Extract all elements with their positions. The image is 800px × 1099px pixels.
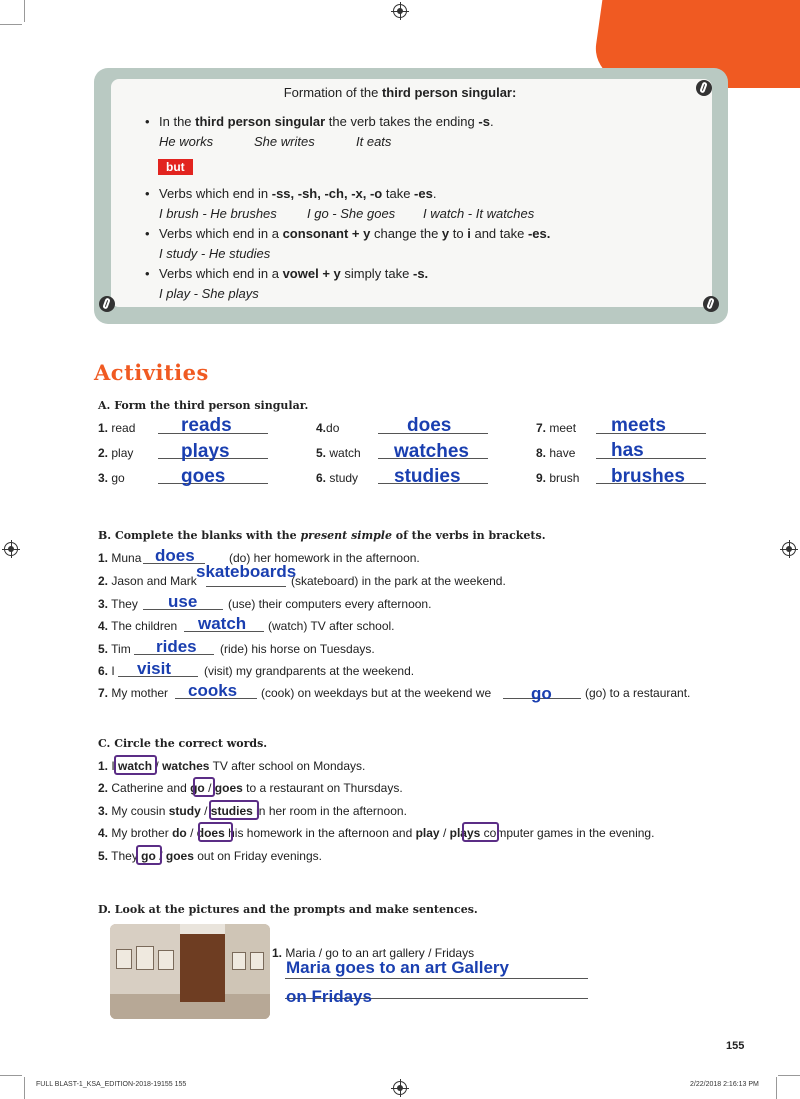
section-b-rest: (watch) TV after school. bbox=[268, 619, 395, 633]
crop-mark bbox=[776, 1077, 777, 1099]
section-a-item: 8. have bbox=[536, 446, 576, 460]
section-a-item: 3. go bbox=[98, 471, 125, 485]
option-word[interactable]: plays bbox=[449, 826, 481, 840]
section-a-item: 9. brush bbox=[536, 471, 580, 485]
section-b-rest: (skateboard) in the park at the weekend. bbox=[291, 574, 506, 588]
answer-line[interactable] bbox=[285, 978, 588, 979]
section-c-item: 2. Catherine and go / goes to a restaurant on Thursdays. bbox=[98, 781, 403, 795]
answer-circle bbox=[462, 822, 499, 842]
section-c-item: 4. My brother do / does his homework in the afternoon and play / plays computer games in the evening. bbox=[98, 826, 655, 840]
footer-right: 2/22/2018 2:16:13 PM bbox=[690, 1081, 759, 1088]
section-b-rest: (cook) on weekdays but at the weekend we bbox=[261, 686, 492, 700]
footer-left: FULL BLAST-1_KSA_EDITION-2018-19155 155 bbox=[36, 1081, 187, 1088]
option-word[interactable]: goes bbox=[214, 781, 243, 795]
handwritten-answer: visit bbox=[137, 659, 172, 678]
section-a-item: 5. watch bbox=[316, 446, 361, 460]
handwritten-answer: watch bbox=[198, 614, 247, 633]
handwritten-answer: has bbox=[611, 440, 644, 461]
handwritten-answer: use bbox=[168, 592, 198, 611]
handwritten-answer: brushes bbox=[611, 466, 685, 487]
option-word[interactable]: does bbox=[196, 826, 225, 840]
section-a-title: A. Form the third person singular. bbox=[98, 399, 309, 412]
handwritten-answer: reads bbox=[181, 415, 232, 436]
answer-circle bbox=[198, 822, 233, 842]
answer-circle bbox=[136, 845, 162, 865]
section-c-item: 3. My cousin study / studies in her room in the afternoon. bbox=[98, 804, 407, 818]
section-a-item: 4.do bbox=[316, 421, 340, 435]
grammar-rule-3: • Verbs which end in a consonant + y change the y to i and take -es. bbox=[159, 226, 550, 241]
crop-mark bbox=[778, 1075, 800, 1076]
grammar-rule-4: • Verbs which end in a vowel + y simply take -s. bbox=[159, 266, 428, 281]
option-word[interactable]: go bbox=[141, 849, 156, 863]
grammar-example: I watch - It watches bbox=[423, 206, 535, 221]
handwritten-answer: go bbox=[531, 684, 552, 703]
section-a-item: 7. meet bbox=[536, 421, 577, 435]
answer-circle bbox=[114, 755, 157, 775]
option-word[interactable]: play bbox=[415, 826, 440, 840]
section-d-prompt: 1. Maria / go to an art gallery / Fridays bbox=[272, 946, 475, 960]
option-word[interactable]: do bbox=[172, 826, 187, 840]
grammar-example: I go - She goes bbox=[307, 206, 396, 221]
crop-mark bbox=[0, 24, 22, 25]
registration-mark-icon bbox=[393, 1081, 407, 1095]
grammar-example: I play - She plays bbox=[159, 286, 259, 301]
section-a-item: 1. read bbox=[98, 421, 136, 435]
handwritten-answer: does bbox=[155, 546, 195, 565]
option-word[interactable]: studies bbox=[210, 804, 253, 818]
grammar-example: He works bbox=[159, 134, 214, 149]
section-c-item: 1. I watch / watches TV after school on Mondays. bbox=[98, 759, 366, 773]
section-b-item: 4. The children bbox=[98, 619, 178, 633]
section-c-title: C. Circle the correct words. bbox=[98, 737, 268, 750]
grammar-rule-1: • In the third person singular the verb takes the ending -s. bbox=[159, 114, 494, 129]
grammar-example: It eats bbox=[356, 134, 392, 149]
section-b-rest: (use) their computers every afternoon. bbox=[228, 597, 432, 611]
section-b-item: 2. Jason and Mark bbox=[98, 574, 197, 588]
handwritten-answer: rides bbox=[156, 637, 197, 656]
handwritten-answer: skateboards bbox=[196, 562, 297, 581]
section-b-rest: (visit) my grandparents at the weekend. bbox=[204, 664, 415, 678]
section-b-item: 6. I bbox=[98, 664, 115, 678]
handwritten-answer: on Fridays bbox=[286, 987, 372, 1006]
section-c-item: 5. They go / goes out on Friday evenings. bbox=[98, 849, 322, 863]
section-b-rest: (go) to a restaurant. bbox=[585, 686, 691, 700]
grammar-example: I study - He studies bbox=[159, 246, 271, 261]
crop-mark bbox=[24, 1077, 25, 1099]
answer-circle bbox=[193, 777, 215, 797]
section-d-title: D. Look at the pictures and the prompts and make sentences. bbox=[98, 903, 478, 916]
handwritten-answer: goes bbox=[181, 466, 226, 487]
section-b-rest: (ride) his horse on Tuesdays. bbox=[220, 642, 375, 656]
handwritten-answer: does bbox=[407, 415, 452, 436]
answer-blank[interactable] bbox=[206, 586, 286, 587]
handwritten-answer: cooks bbox=[188, 681, 238, 700]
handwritten-answer: Maria goes to an art Gallery bbox=[286, 958, 509, 977]
handwritten-answer: plays bbox=[181, 441, 230, 462]
answer-circle bbox=[209, 800, 259, 820]
page-number: 155 bbox=[726, 1040, 745, 1052]
handwritten-answer: watches bbox=[394, 441, 469, 462]
handwritten-answer: studies bbox=[394, 466, 461, 487]
section-a-item: 2. play bbox=[98, 446, 134, 460]
crop-mark bbox=[24, 0, 25, 22]
option-word[interactable]: watch bbox=[118, 759, 153, 773]
section-b-item: 7. My mother bbox=[98, 686, 169, 700]
grammar-example: She writes bbox=[254, 134, 315, 149]
paperclip-icon bbox=[703, 296, 719, 312]
section-b-item: 3. They bbox=[98, 597, 138, 611]
grammar-rule-2: • Verbs which end in -ss, -sh, -ch, -x, -o take -es. bbox=[159, 186, 436, 201]
activities-heading: Activities bbox=[94, 360, 209, 385]
crop-mark bbox=[0, 1075, 22, 1076]
option-word[interactable]: goes bbox=[165, 849, 194, 863]
registration-mark-icon bbox=[782, 542, 796, 556]
section-b-rest: (do) her homework in the afternoon. bbox=[229, 551, 420, 565]
option-word[interactable]: study bbox=[168, 804, 201, 818]
paperclip-icon bbox=[99, 296, 115, 312]
option-word[interactable]: watches bbox=[162, 759, 210, 773]
but-label: but bbox=[158, 159, 193, 175]
grammar-title: Formation of the third person singular: bbox=[283, 85, 517, 100]
option-word[interactable]: go bbox=[190, 781, 205, 795]
registration-mark-icon bbox=[393, 4, 407, 18]
handwritten-answer: meets bbox=[611, 415, 666, 436]
registration-mark-icon bbox=[4, 542, 18, 556]
section-b-item: 1. Muna bbox=[98, 551, 142, 565]
section-b-title: B. Complete the blanks with the present simple of the verbs in brackets. bbox=[98, 529, 546, 542]
grammar-example: I brush - He brushes bbox=[159, 206, 277, 221]
section-b-item: 5. Tim bbox=[98, 642, 131, 656]
section-a-item: 6. study bbox=[316, 471, 359, 485]
art-gallery-picture bbox=[110, 924, 270, 1019]
